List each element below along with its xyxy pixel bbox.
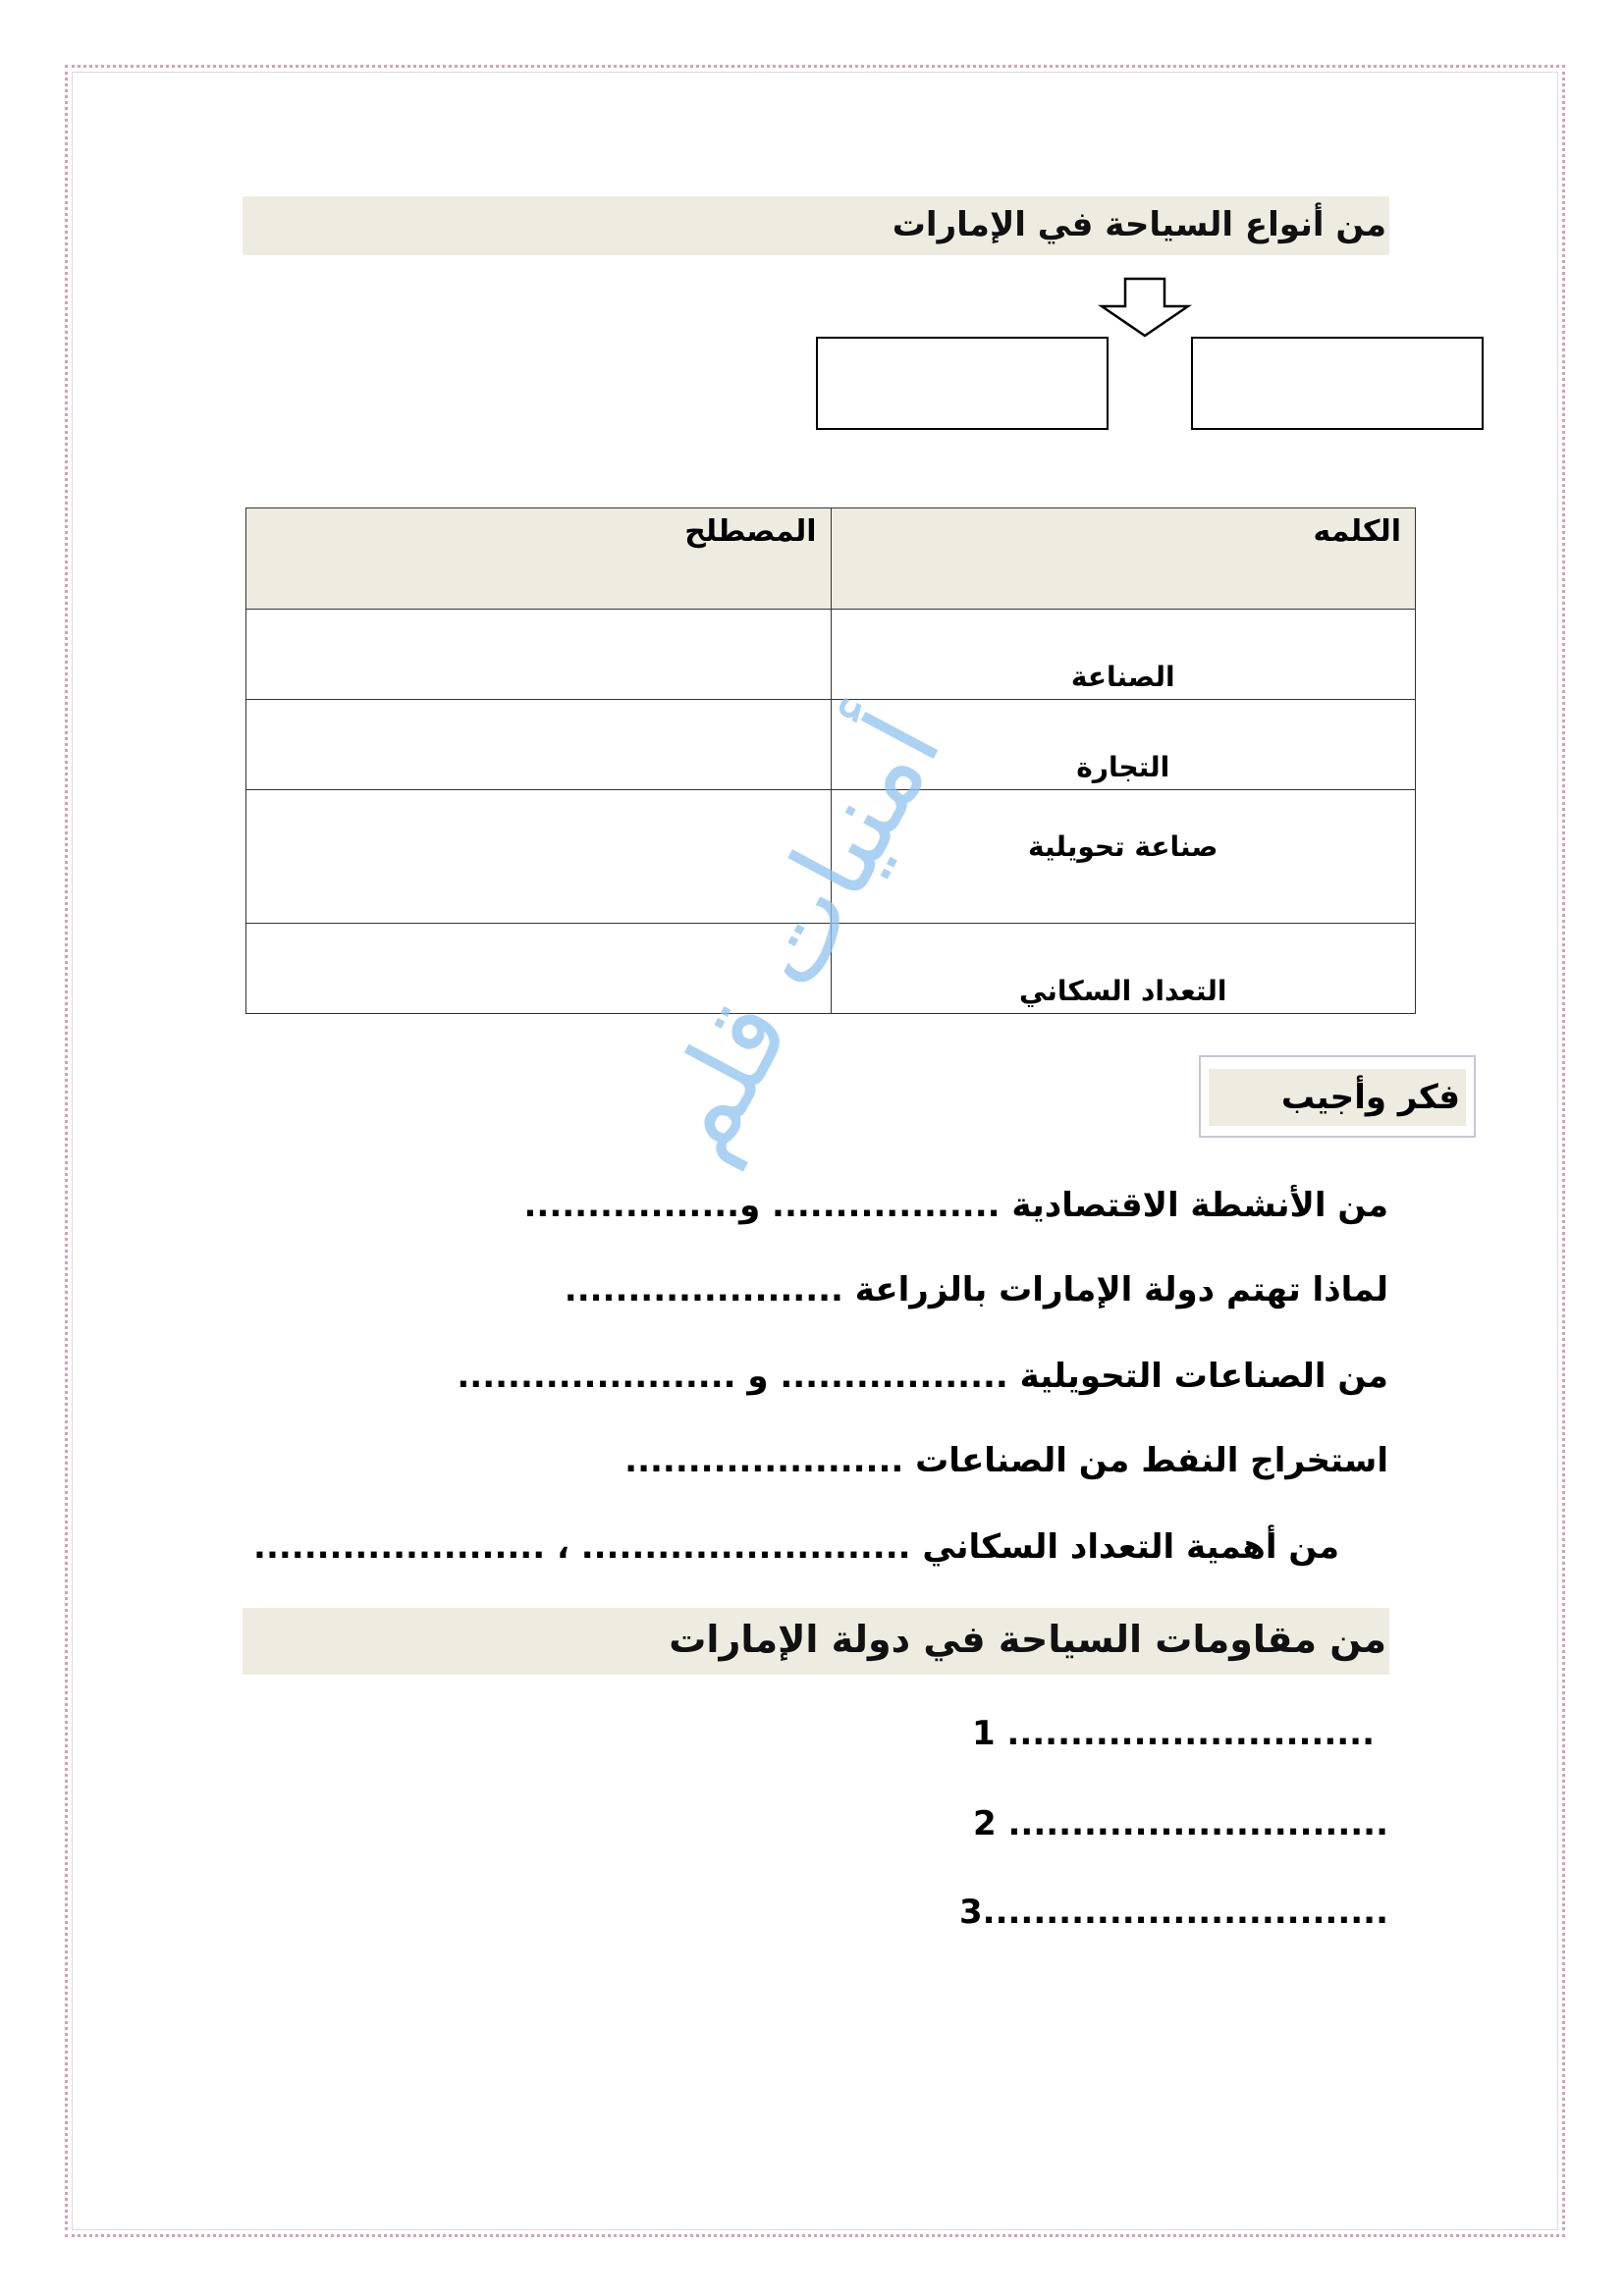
word-column-header: الكلمه xyxy=(831,508,1416,610)
tourism-type-box-left[interactable] xyxy=(816,337,1109,430)
list-item[interactable]: 1 ............................. xyxy=(971,1714,1375,1753)
term-answer-cell[interactable] xyxy=(246,700,832,790)
question-manufacturing: من الصناعات التحويلية .................. و ...................... xyxy=(457,1357,1388,1396)
table-header-row xyxy=(246,508,1416,610)
question-oil-extraction: استخراج النفط من الصناعات ...................... xyxy=(624,1441,1388,1480)
think-answer-label: فكر وأجيب xyxy=(1209,1069,1466,1126)
think-answer-box xyxy=(1199,1055,1476,1138)
tourism-type-box-right[interactable] xyxy=(1191,337,1484,430)
question-economic-activities: من الأنشطة الاقتصادية .................. و................. xyxy=(523,1186,1388,1225)
term-answer-cell[interactable] xyxy=(246,610,832,700)
word-cell: التعداد السكاني xyxy=(831,924,1416,1014)
word-cell: صناعة تحويلية xyxy=(831,790,1416,924)
tourism-types-heading xyxy=(243,196,1389,255)
tourism-types-title: من أنواع السياحة في الإمارات xyxy=(892,205,1386,244)
question-census-importance: من أهمية التعداد السكاني .......................... ، ....................... xyxy=(253,1527,1339,1567)
watermark: أمنيات قلم xyxy=(628,694,966,1179)
list-item[interactable]: 3................................ xyxy=(959,1893,1388,1932)
tourism-factors-heading xyxy=(243,1608,1389,1675)
word-cell: الصناعة xyxy=(831,610,1416,700)
term-column-header: المصطلح xyxy=(246,508,832,610)
word-cell: التجارة xyxy=(831,700,1416,790)
list-item[interactable]: 2 .............................. xyxy=(973,1804,1388,1843)
question-agriculture: لماذا تهتم دولة الإمارات بالزراعة ...................... xyxy=(564,1270,1388,1309)
down-arrow-icon xyxy=(1098,277,1192,338)
table-row xyxy=(246,610,1416,700)
tourism-factors-title: من مقاومات السياحة في دولة الإمارات xyxy=(669,1618,1386,1661)
